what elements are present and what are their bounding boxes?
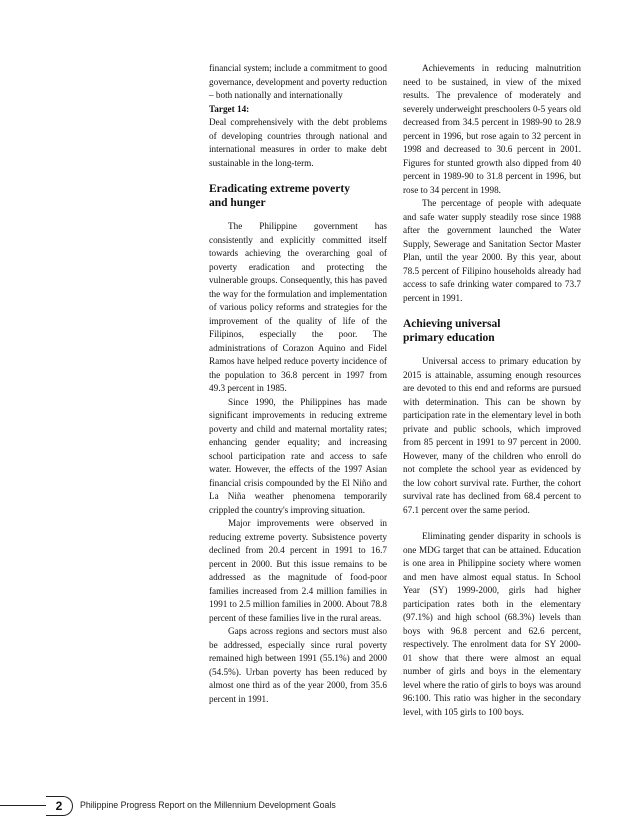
heading-line: primary education [403,332,495,344]
paragraph: The Philippine government has consistently and explicitly committed itself towards achieving the overarching goal of poverty eradication and protecting the vulnerable groups. Consequently, this has paved the way for the formulation and implementation of various policy reforms and strategies for the improvement of the quality of life of the Filipinos, especially the poor. The administrations of Corazon Aquino and Fidel Ramos have helped reduce poverty incidence of the population to 36.8 percent in 1997 from 49.3 percent in 1985. [209,221,387,393]
paragraph: Major improvements were observed in reducing extreme poverty. Subsistence poverty declined from 20.4 percent in 1991 to 16.7 percent in 2000. But this issue remains to be addressed as the magnitude of food-poor families increased from 2.4 million families in 1991 to 2.5 million families in 2000. About 78.8 percent of these families live in the rural areas. [209,518,387,623]
target-title: Target 14: [209,103,250,114]
paragraph: The percentage of people with adequate and safe water supply steadily rose since 1988 after the government launched the Water Supply, Sewerage and Sanitation Sector Master Plan, until the year 2000. By this year, about 78.5 percent of Filipino households already had access to safe drinking water compared to 73.7 percent in 1991. [403,198,581,303]
intro-text: financial system; include a commitment to good governance, development and poverty reduction – both nationally and internationally [209,63,387,100]
paragraph: Gaps across regions and sectors must also be addressed, especially since rural poverty remained high between 1991 (55.1%) and 2000 (54.5%). Urban poverty has been reduced by almost one third as of the year 2000, from 35.6 percent in 1991. [209,626,387,704]
section-heading-education [403,317,581,345]
running-title: Philippine Progress Report on the Millennium Development Goals [80,800,336,810]
right-column [403,62,581,719]
page-number: 2 [46,796,73,816]
page-footer [0,794,638,816]
paragraph: Universal access to primary education by 2015 is attainable, assuming enough resources are devoted to this end and reforms are pursued with determination. This can be shown by participation rate in the elementary level in both private and public schools, which improved from 85 percent in 1991 to 97 percent in 2000. However, many of the children who enroll do not complete the school year as evidenced by the low cohort survival rate. Further, the cohort survival rate has declined from 68.4 percent to 67.1 percent over the same period. [403,356,581,515]
footer-rule [0,805,46,806]
section-heading-poverty [209,182,387,210]
paragraph: Achievements in reducing malnutrition need to be sustained, in view of the mixed results. The prevalence of moderately and severely underweight preschoolers 0-5 years old decreased from 34.5 percent in 1989-90 to 28.9 percent in 1996, but rose again to 32 percent in 1998 and decreased to 30.6 percent in 2001. Figures for stunted growth also dipped from 40 percent in 1989-90 to 31.8 percent in 1996, but rose to 34 percent in 1998. [403,63,581,195]
paragraph: Eliminating gender disparity in schools is one MDG target that can be attained. Education is one area in Philippine society where women and men have almost equal status. In School Year (SY) 1999-2000, girls had higher participation rates both in the elementary (97.1%) and high school (68.3%) levels than boys with 96.8 percent and 62.6 percent, respectively. The enrolment data for SY 2000-01 show that there were almost an equal number of girls and boys in the elementary level where the ratio of girls to boys was around 96:100. This ratio was higher in the secondary level, with 105 girls to 100 boys. [403,531,581,717]
heading-line: and hunger [209,197,266,209]
paragraph: Since 1990, the Philippines has made significant improvements in reducing extreme poverty and child and maternal mortality rates; enhancing gender equality; and increasing school participation rate and access to safe water. However, the effects of the 1997 Asian financial crisis compounded by the El Niño and La Niña weather phenomena temporarily crippled the country's improving situation. [209,396,387,515]
heading-line: Achieving universal [403,318,501,330]
heading-line: Eradicating extreme poverty [209,183,350,195]
target-text: Deal comprehensively with the debt problems of developing countries through national and international measures in order to make debt sustainable in the long-term. [209,117,387,168]
left-column [209,62,387,706]
